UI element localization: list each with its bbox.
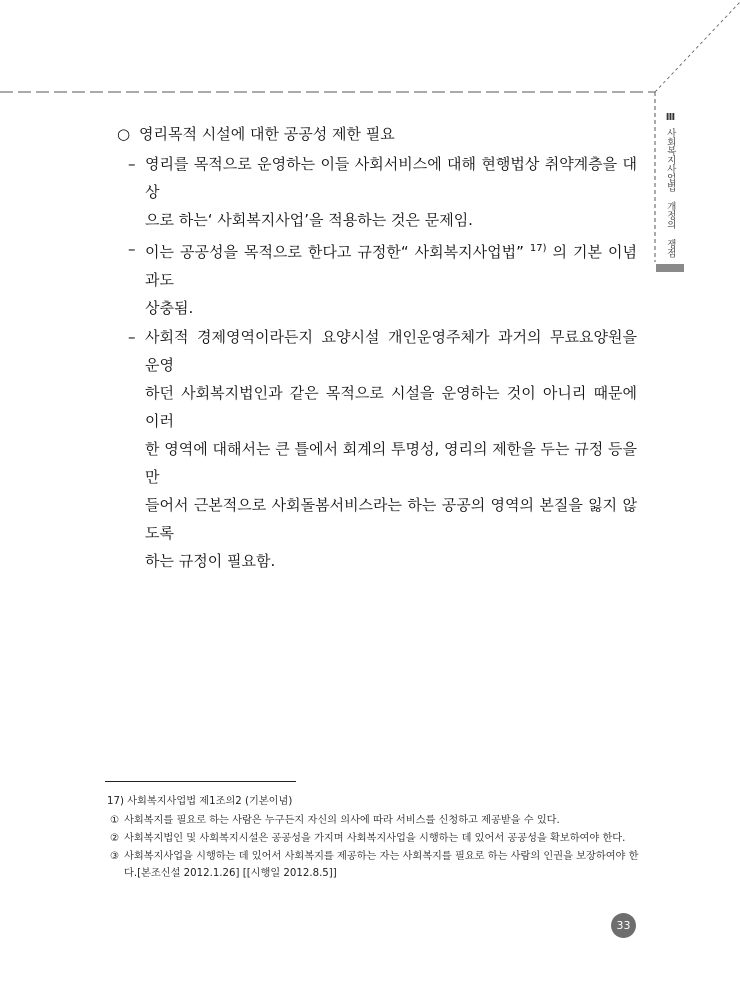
footnote-item <box>107 848 642 882</box>
footnote-item-text: 사회복지를 필요로 하는 사람은 누구든지 자신의 의사에 따라 서비스를 신청하고 제공받을 수 있다. <box>124 815 560 826</box>
main-body-text <box>117 119 637 575</box>
bullet-line <box>145 235 637 294</box>
dash-bullet-icon: – <box>128 328 136 346</box>
footnote-item <box>107 830 642 847</box>
bullet-line: 들어서 근본적으로 사회돌봄서비스라는 하는 공공의 영역의 본질을 잃지 않도록 <box>145 496 637 542</box>
bullet-line-text: 이는 공공성을 목적으로 한다고 규정한“ 사회복지사업법” <box>145 243 524 261</box>
chapter-side-tab <box>656 112 684 272</box>
bullet-line: 상충됨. <box>145 299 194 317</box>
bullet-line: 한 영역에 대해서는 큰 틀에서 회계의 투명성, 영리의 제한을 두는 규정 등을 만 <box>145 440 637 486</box>
bullet-line-text: 의 기본 이념과도 <box>145 243 637 289</box>
section-heading <box>117 119 637 149</box>
footnote-item <box>107 812 642 829</box>
page-number-badge: 33 <box>611 913 636 938</box>
footnote-item-number: ③ <box>110 851 120 862</box>
bullet-line: 으로 하는‘ 사회복지사업’을 적용하는 것은 문제임. <box>145 211 473 229</box>
bullet-item <box>117 235 637 322</box>
bullet-line: 하는 규정이 필요함. <box>145 552 276 570</box>
chapter-number: Ⅲ <box>665 112 675 123</box>
footnote-divider <box>105 781 296 782</box>
footnote-reference[interactable]: 17) <box>529 243 547 254</box>
footnotes <box>107 793 642 882</box>
dash-bullet-icon: – <box>128 155 136 173</box>
dash-bullet-icon: – <box>128 240 136 258</box>
chapter-title: 사회복지사업법 개정의 쟁점 <box>664 128 676 257</box>
bullet-line: 하던 사회복지법인과 같은 목적으로 시설을 운영하는 것이 아니리 때문에 이러 <box>145 384 637 430</box>
footnote-title: 17) 사회복지사업법 제1조의2 (기본이념) <box>107 796 293 807</box>
bullet-item <box>117 323 637 575</box>
section-heading-text: 영리목적 시설에 대한 공공성 제한 필요 <box>139 125 395 143</box>
footnote-item-number: ① <box>110 815 120 826</box>
chapter-tab-bar <box>656 264 684 272</box>
footnote-item-text: 사회복지법인 및 사회복지시설은 공공성을 가지며 사회복지사업을 시행하는 데 있어서 공공성을 확보하여야 한다. <box>124 833 626 844</box>
circle-bullet-icon: ○ <box>117 125 131 143</box>
footnote-item-text: 사회복지사업을 시행하는 데 있어서 사회복지를 제공하는 자는 사회복지를 필요로 하는 사람의 인권을 보장하여야 한다.[본조신설 2012.1.26] [[시행일 2012.8.5]] <box>124 851 639 879</box>
bullet-item <box>117 150 637 234</box>
bullet-line: 영리를 목적으로 운영하는 이들 사회서비스에 대해 현행법상 취약계층을 대상 <box>145 155 637 201</box>
bullet-line: 사회적 경제영역이라든지 요양시설 개인운영주체가 과거의 무료요양원을 운영 <box>145 328 637 374</box>
footnote-item-number: ② <box>110 833 120 844</box>
